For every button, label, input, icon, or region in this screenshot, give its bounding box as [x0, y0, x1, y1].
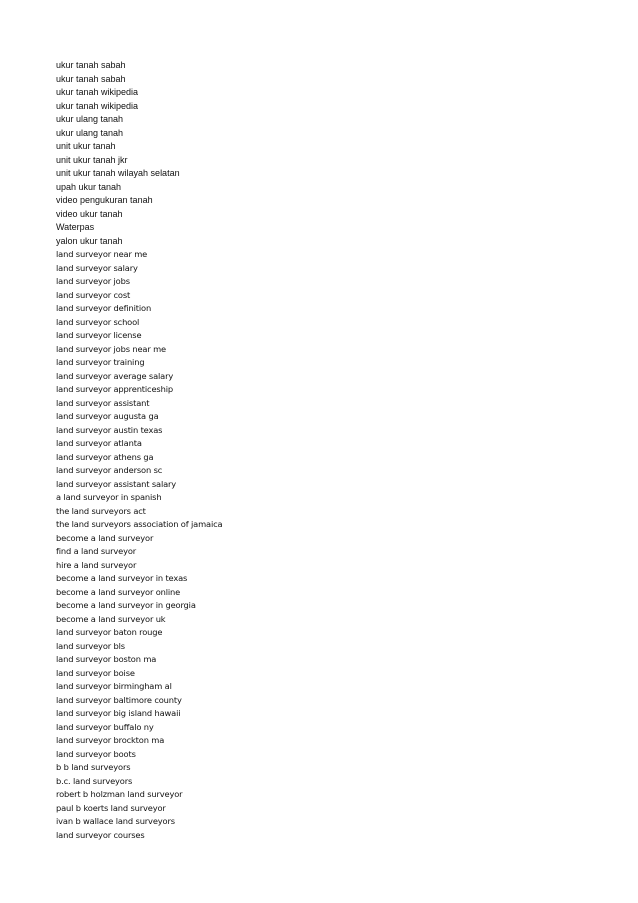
list-item: land surveyor boots — [56, 748, 136, 759]
list-item: land surveyor boston ma — [56, 654, 157, 664]
list-item: b b land surveyors — [56, 762, 131, 772]
list-item: unit ukur tanah — [56, 141, 116, 151]
list-item: hire a land surveyor — [56, 559, 137, 570]
list-item: land surveyor birmingham al — [56, 681, 172, 691]
list-item: find a land surveyor — [56, 546, 137, 556]
list-item: land surveyor school — [56, 316, 140, 327]
list-item: ukur ulang tanah — [56, 114, 124, 124]
list-item: ukur tanah sabah — [56, 73, 126, 84]
list-item: ukur tanah sabah — [56, 60, 126, 70]
list-item: ivan b wallace land surveyors — [56, 816, 175, 826]
list-item: land surveyor courses — [56, 829, 145, 840]
list-item: land surveyor cost — [56, 289, 131, 300]
list-item: unit ukur tanah jkr — [56, 154, 128, 165]
list-item: ukur tanah wikipedia — [56, 100, 139, 111]
list-item: b.c. land surveyors — [56, 775, 133, 786]
list-item: become a land surveyor uk — [56, 613, 166, 624]
list-item: video pengukuran tanah — [56, 195, 153, 205]
list-item: land surveyor assistant salary — [56, 478, 177, 489]
list-item: land surveyor baltimore county — [56, 694, 182, 705]
list-item: land surveyor athens ga — [56, 451, 154, 462]
list-item: paul b koerts land surveyor — [56, 802, 166, 813]
list-item: ukur ulang tanah — [56, 127, 124, 138]
list-item: upah ukur tanah — [56, 181, 122, 192]
list-item: a land surveyor in spanish — [56, 492, 162, 502]
list-item: become a land surveyor online — [56, 586, 181, 597]
list-item: land surveyor baton rouge — [56, 627, 163, 637]
list-item: land surveyor license — [56, 330, 142, 340]
list-item: land surveyor jobs — [56, 276, 130, 286]
list-item: become a land surveyor in georgia — [56, 600, 196, 610]
keyword-list — [56, 59, 222, 842]
list-item: land surveyor assistant — [56, 397, 150, 408]
list-item: the land surveyors association of jamaica — [56, 519, 223, 529]
list-item: the land surveyors act — [56, 505, 146, 516]
list-item: land surveyor average salary — [56, 370, 174, 381]
list-item: land surveyor augusta ga — [56, 411, 159, 421]
list-item: robert b holzman land surveyor — [56, 789, 183, 799]
list-item: become a land surveyor — [56, 532, 154, 543]
list-item: Waterpas — [56, 222, 95, 232]
list-item: land surveyor definition — [56, 303, 152, 313]
list-item: land surveyor atlanta — [56, 438, 142, 448]
list-item: land surveyor near me — [56, 249, 148, 259]
list-item: ukur tanah wikipedia — [56, 87, 139, 97]
list-item: land surveyor austin texas — [56, 424, 163, 435]
list-item: yalon ukur tanah — [56, 235, 123, 246]
list-item: land surveyor apprenticeship — [56, 384, 173, 394]
list-item: land surveyor bls — [56, 640, 125, 651]
list-item: land surveyor jobs near me — [56, 343, 166, 354]
list-item: land surveyor anderson sc — [56, 465, 163, 475]
list-item: land surveyor training — [56, 357, 145, 367]
list-item: land surveyor brockton ma — [56, 735, 165, 745]
list-item: land surveyor boise — [56, 667, 135, 678]
list-item: land surveyor big island hawaii — [56, 708, 181, 718]
list-item: video ukur tanah — [56, 208, 123, 219]
list-item: unit ukur tanah wilayah selatan — [56, 168, 180, 178]
list-item: become a land surveyor in texas — [56, 573, 188, 583]
list-item: land surveyor buffalo ny — [56, 721, 154, 732]
list-item: land surveyor salary — [56, 262, 138, 273]
